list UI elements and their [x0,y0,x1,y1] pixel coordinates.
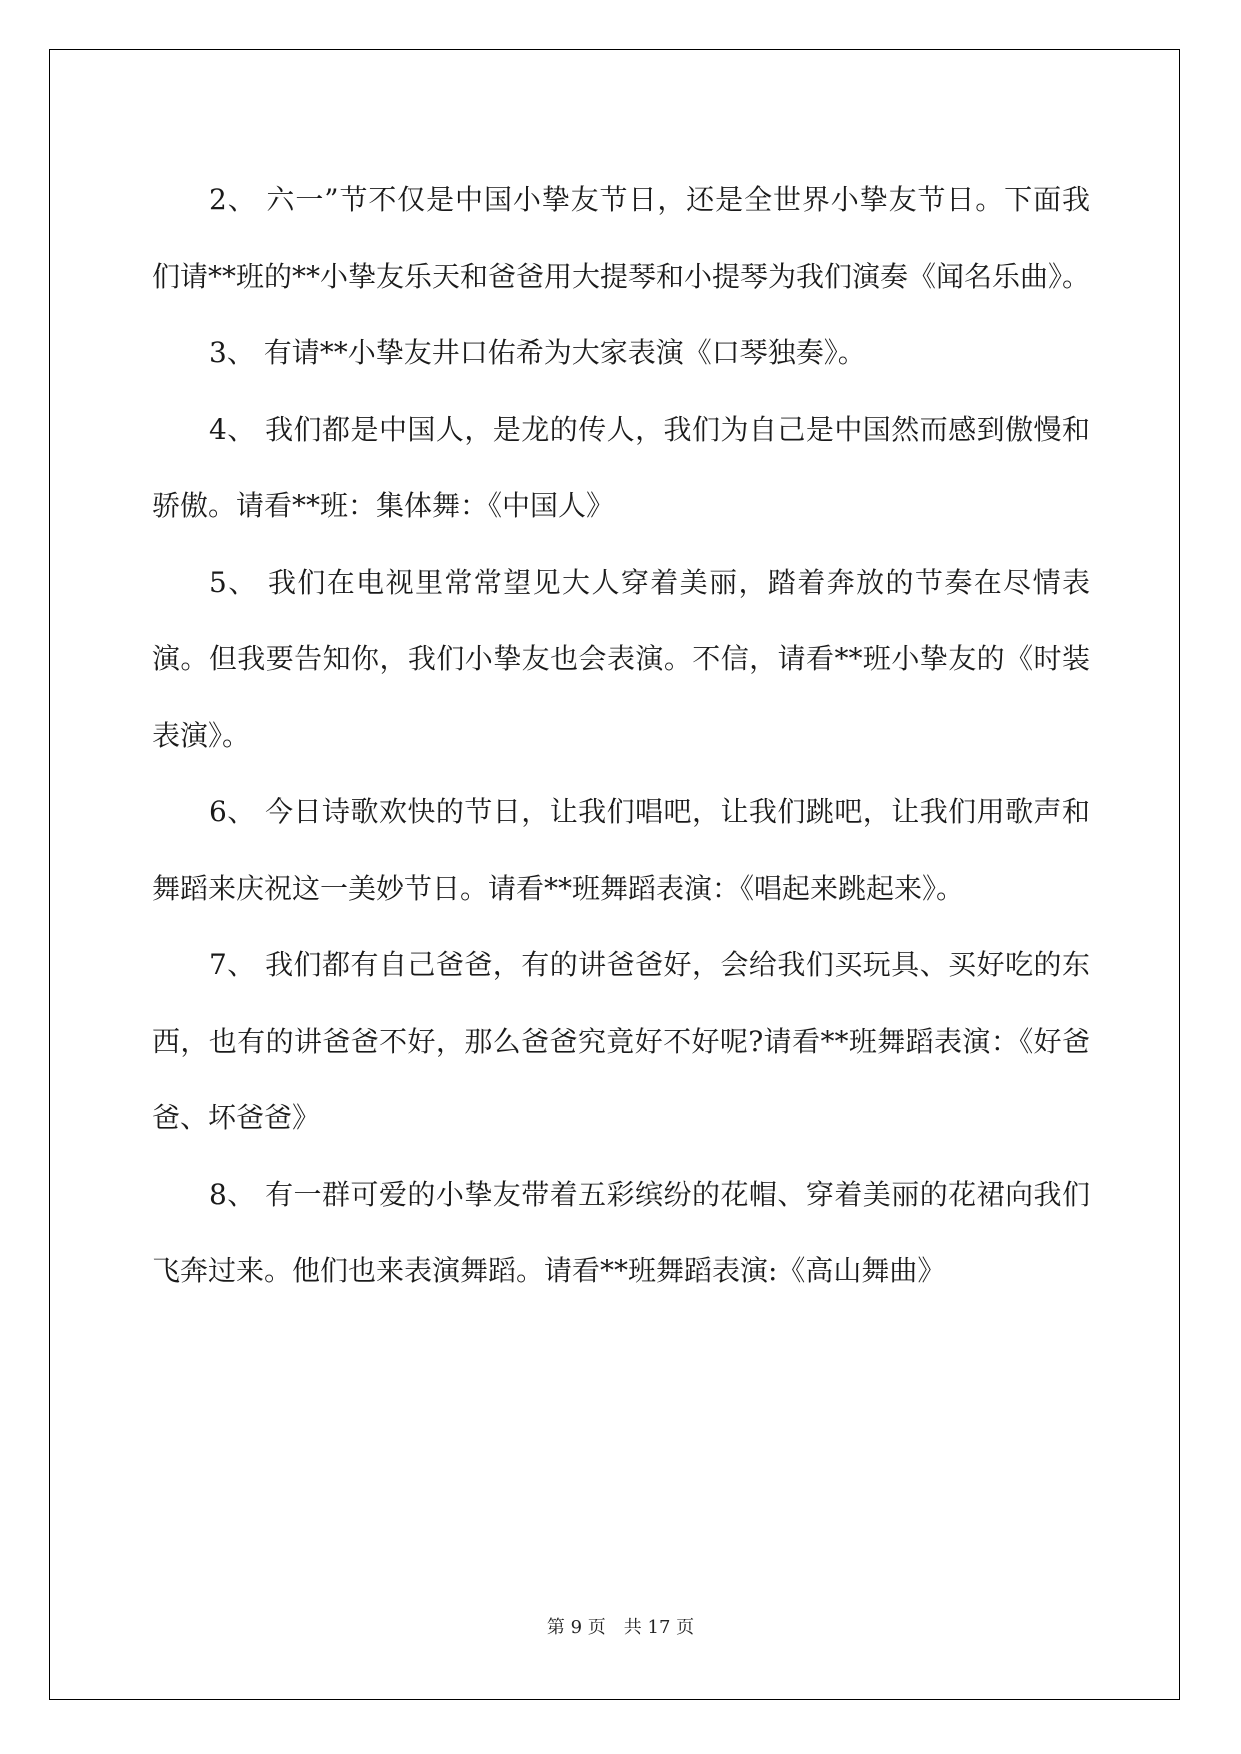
paragraph-8: 8、 有一群可爱的小挚友带着五彩缤纷的花帽、穿着美丽的花裙向我们飞奔过来。他们也来表演舞蹈。请看**班舞蹈表演:《高山舞曲》 [152,1177,1090,1287]
page-number-footer: 第 9 页 共 17 页 [546,1617,695,1638]
document-body [152,162,1090,1310]
paragraph-5: 5、 我们在电视里常常望见大人穿着美丽，踏着奔放的节奏在尽情表演。但我要告知你，我们小挚友也会表演。不信，请看**班小挚友的《时装表演》。 [152,565,1090,752]
paragraph-2: 2、 六一”节不仅是中国小挚友节日，还是全世界小挚友节日。下面我们请**班的**小挚友乐天和爸爸用大提琴和小提琴为我们演奏《闻名乐曲》。 [152,183,1091,293]
paragraph-6: 6、 今日诗歌欢快的节日，让我们唱吧，让我们跳吧，让我们用歌声和舞蹈来庆祝这一美妙节日。请看**班舞蹈表演：《唱起来跳起来》。 [152,795,1090,905]
paragraph-3: 3、 有请**小挚友井口佑希为大家表演《口琴独奏》。 [209,336,866,369]
paragraph-4: 4、 我们都是中国人，是龙的传人，我们为自己是中国然而感到傲慢和骄傲。请看**班：集体舞：《中国人》 [152,412,1090,522]
paragraph-7: 7、 我们都有自己爸爸，有的讲爸爸好，会给我们买玩具、买好吃的东西，也有的讲爸爸不好，那么爸爸究竟好不好呢?请看**班舞蹈表演：《好爸爸、坏爸爸》 [152,948,1090,1134]
